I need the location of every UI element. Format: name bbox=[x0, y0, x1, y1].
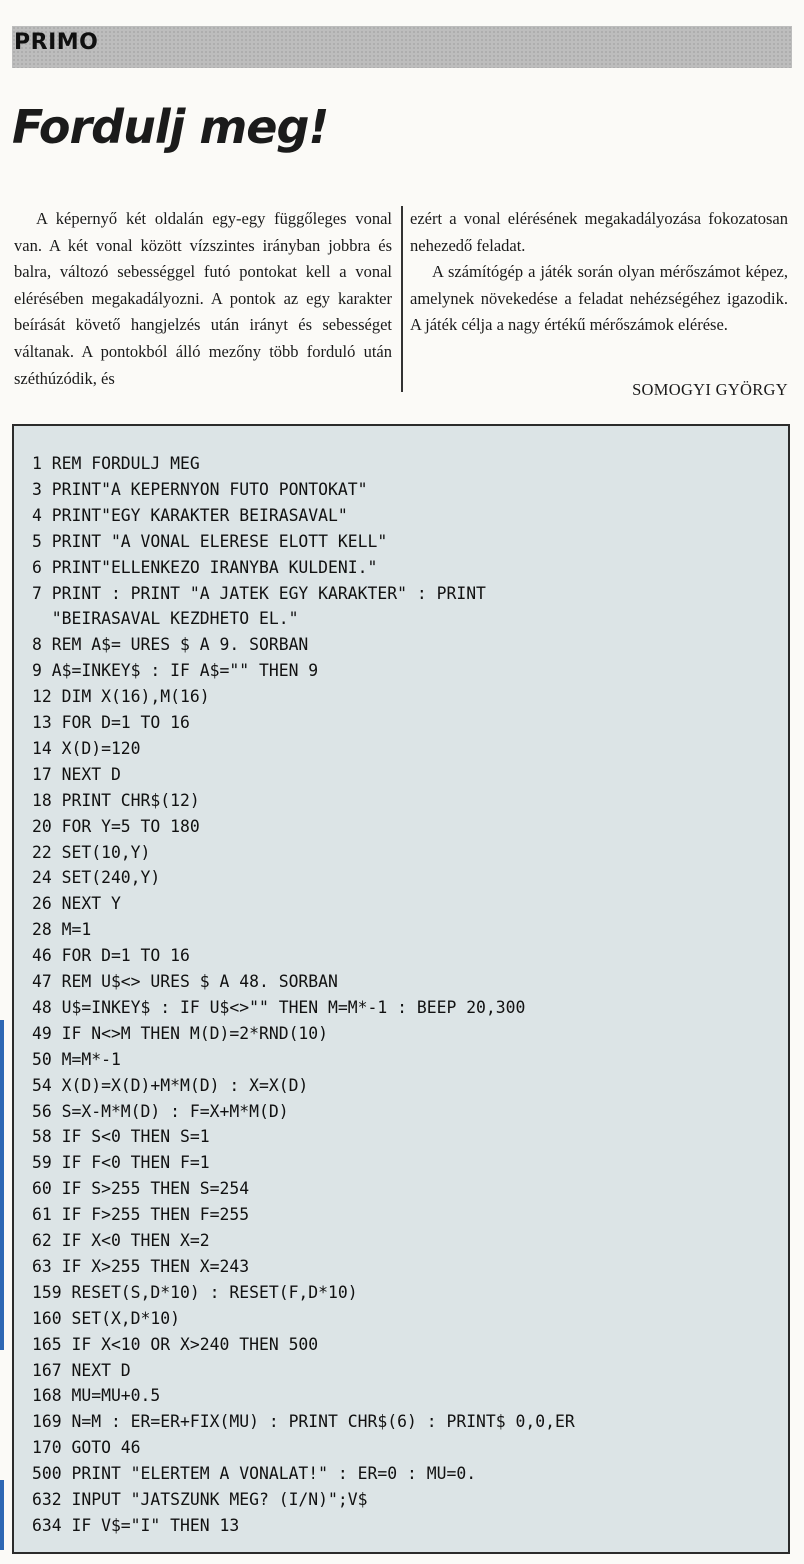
code-line: 28 M=1 bbox=[32, 920, 92, 940]
intro-left-column bbox=[14, 206, 392, 392]
code-line: 160 SET(X,D*10) bbox=[32, 1308, 181, 1328]
intro-right-column bbox=[410, 206, 788, 339]
code-line: 8 REM A$= URES $ A 9. SORBAN bbox=[32, 635, 309, 655]
code-line: "BEIRASAVAL KEZDHETO EL." bbox=[32, 609, 299, 629]
code-line: 59 IF F<0 THEN F=1 bbox=[32, 1153, 210, 1173]
code-line: 500 PRINT "ELERTEM A VONALAT!" : ER=0 : MU=0. bbox=[32, 1464, 477, 1484]
page-edge-mark bbox=[0, 1020, 4, 1350]
section-header-bar bbox=[12, 26, 792, 68]
article-title: Fordulj meg! bbox=[12, 100, 329, 154]
code-line: 54 X(D)=X(D)+M*M(D) : X=X(D) bbox=[32, 1075, 309, 1095]
code-line: 170 GOTO 46 bbox=[32, 1438, 141, 1458]
code-line: 50 M=M*-1 bbox=[32, 1049, 121, 1069]
code-line: 49 IF N<>M THEN M(D)=2*RND(10) bbox=[32, 1023, 329, 1043]
intro-paragraph: A képernyő két oldalán egy-egy függőleges vonal van. A két vonal között vízszintes irányban jobbra és balra, változó sebességgel futó pontokat kell a vonal elérésében megakadályozni. A pontok az egy karakter beírását követő hangjelzés után irányt és sebességet váltanak. A pontokból álló mezőny több forduló után széthúzódik, és bbox=[14, 209, 392, 388]
code-line: 63 IF X>255 THEN X=243 bbox=[32, 1256, 250, 1276]
code-line: 159 RESET(S,D*10) : RESET(F,D*10) bbox=[32, 1282, 358, 1302]
code-line: 9 A$=INKEY$ : IF A$="" THEN 9 bbox=[32, 661, 319, 681]
author-byline: SOMOGYI GYÖRGY bbox=[632, 380, 788, 399]
code-line: 5 PRINT "A VONAL ELERESE ELOTT KELL" bbox=[32, 531, 388, 551]
code-line: 168 MU=MU+0.5 bbox=[32, 1386, 161, 1406]
code-line: 61 IF F>255 THEN F=255 bbox=[32, 1205, 250, 1225]
code-line: 62 IF X<0 THEN X=2 bbox=[32, 1231, 210, 1250]
code-line: 24 SET(240,Y) bbox=[32, 868, 161, 888]
code-line: 60 IF S>255 THEN S=254 bbox=[32, 1179, 250, 1199]
code-line: 632 INPUT "JATSZUNK MEG? (I/N)";V$ bbox=[32, 1490, 368, 1509]
code-line: 17 NEXT D bbox=[32, 764, 121, 784]
code-line: 58 IF S<0 THEN S=1 bbox=[32, 1127, 210, 1147]
column-divider bbox=[401, 206, 403, 392]
code-line: 6 PRINT"ELLENKEZO IRANYBA KULDENI." bbox=[32, 557, 378, 577]
code-line: 14 X(D)=120 bbox=[32, 738, 141, 758]
code-line: 165 IF X<10 OR X>240 THEN 500 bbox=[32, 1334, 319, 1354]
section-label: PRIMO bbox=[14, 30, 99, 55]
code-line: 634 IF V$="I" THEN 13 bbox=[32, 1515, 240, 1535]
intro-paragraph-continued: ezért a vonal elérésének megakadályozása fokozatosan nehezedő feladat. bbox=[410, 209, 788, 255]
code-line: 18 PRINT CHR$(12) bbox=[32, 790, 200, 810]
code-line: 3 PRINT"A KEPERNYON FUTO PONTOKAT" bbox=[32, 479, 368, 499]
code-line: 167 NEXT D bbox=[32, 1360, 131, 1380]
code-line: 26 NEXT Y bbox=[32, 894, 121, 914]
code-line: 1 REM FORDULJ MEG bbox=[32, 454, 200, 473]
code-line: 13 FOR D=1 TO 16 bbox=[32, 713, 190, 732]
code-line: 56 S=X-M*M(D) : F=X+M*M(D) bbox=[32, 1101, 289, 1121]
code-line: 47 REM U$<> URES $ A 48. SORBAN bbox=[32, 972, 338, 991]
code-line: 12 DIM X(16),M(16) bbox=[32, 687, 210, 707]
code-line: 48 U$=INKEY$ : IF U$<>"" THEN M=M*-1 : BEEP 20,300 bbox=[32, 997, 526, 1017]
code-line: 20 FOR Y=5 TO 180 bbox=[32, 816, 200, 836]
page-edge-mark bbox=[0, 1480, 4, 1550]
code-line: 46 FOR D=1 TO 16 bbox=[32, 946, 190, 966]
code-line: 7 PRINT : PRINT "A JATEK EGY KARAKTER" : PRINT bbox=[32, 583, 486, 603]
code-line: 22 SET(10,Y) bbox=[32, 842, 151, 862]
code-line: 4 PRINT"EGY KARAKTER BEIRASAVAL" bbox=[32, 505, 348, 525]
code-listing bbox=[12, 424, 790, 1554]
goal-paragraph: A számítógép a játék során olyan mérőszámot képez, amelynek növekedése a feladat nehézségéhez igazodik. A játék célja a nagy értékű mérőszámok elérése. bbox=[410, 262, 788, 335]
code-line: 169 N=M : ER=ER+FIX(MU) : PRINT CHR$(6) : PRINT$ 0,0,ER bbox=[32, 1412, 575, 1432]
